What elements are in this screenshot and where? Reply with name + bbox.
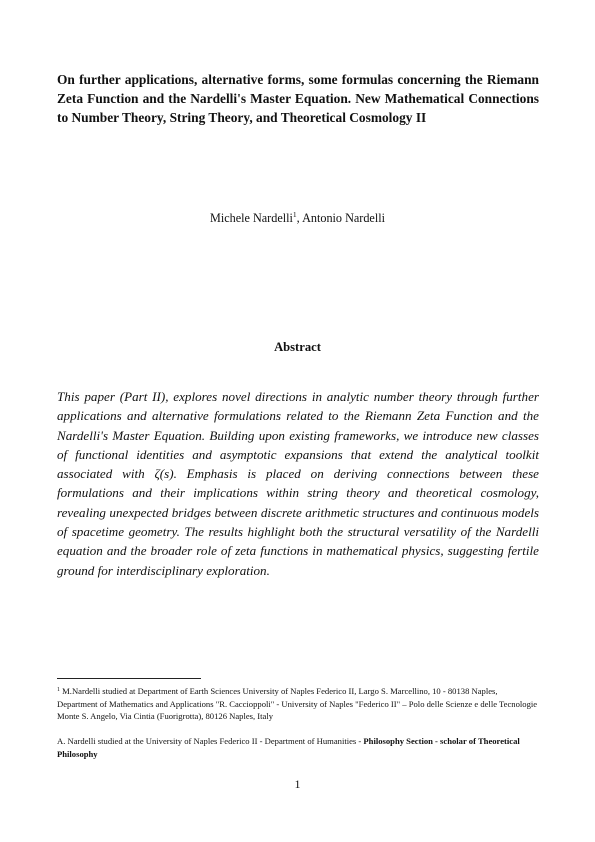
author-line xyxy=(0,210,595,226)
abstract-text: This paper (Part II), explores novel directions in analytic number theory through further applications and alternative formulations related to the Riemann Zeta Function and the Nardelli's Master Equation. Building upon existing frameworks, we introduce new classes of functional identities and asymptotic expansions that extend the analytical toolkit associated with ζ(s). Emphasis is placed on deriving connections between these formulations and their implications within string theory and theoretical cosmology, revealing unexpected bridges between discrete arithmetic structures and continuous models of spacetime geometry. The results highlight both the structural versatility of the Nardelli equation and the broader role of zeta functions in mathematical physics, suggesting fertile ground for interdisciplinary exploration. xyxy=(57,389,539,578)
page-number: 1 xyxy=(294,777,301,791)
abstract-heading: Abstract xyxy=(274,340,321,354)
author-separator: , xyxy=(296,211,303,225)
footnote-marker: 1 xyxy=(292,210,297,219)
footnote-text: M.Nardelli studied at Department of Earth Sciences University of Naples Federico II, Largo S. Marcellino, 10 - 80138 Naples, Department of Mathematics and Applications "R. Caccioppoli" - University of Naples "Federico II" – Polo delle Scienze e delle Tecnologie Monte S. Angelo, Via Cintia (Fuorigrotta), 80126 Naples, Italy xyxy=(57,686,538,722)
footnote-second-bold: Philosophy Section - scholar of Theoretical Philosophy xyxy=(57,736,520,759)
footnote-number: 1 xyxy=(57,687,60,693)
footnote-divider xyxy=(57,678,201,679)
author-antonio: Antonio Nardelli xyxy=(302,211,386,225)
footnote-affiliation-michele xyxy=(57,685,539,723)
author-michele: Michele Nardelli xyxy=(209,211,293,225)
footnote-affiliation-antonio xyxy=(57,735,539,760)
paper-title: On further applications, alternative forms, some formulas concerning the Riemann Zeta Function and the Nardelli's Master Equation. New Mathematical Connections to Number Theory, String Theory, and Theoretical Cosmology II xyxy=(57,72,539,125)
footnote-second-text: A. Nardelli studied at the University of Naples Federico II - Department of Humanities - xyxy=(57,736,364,746)
